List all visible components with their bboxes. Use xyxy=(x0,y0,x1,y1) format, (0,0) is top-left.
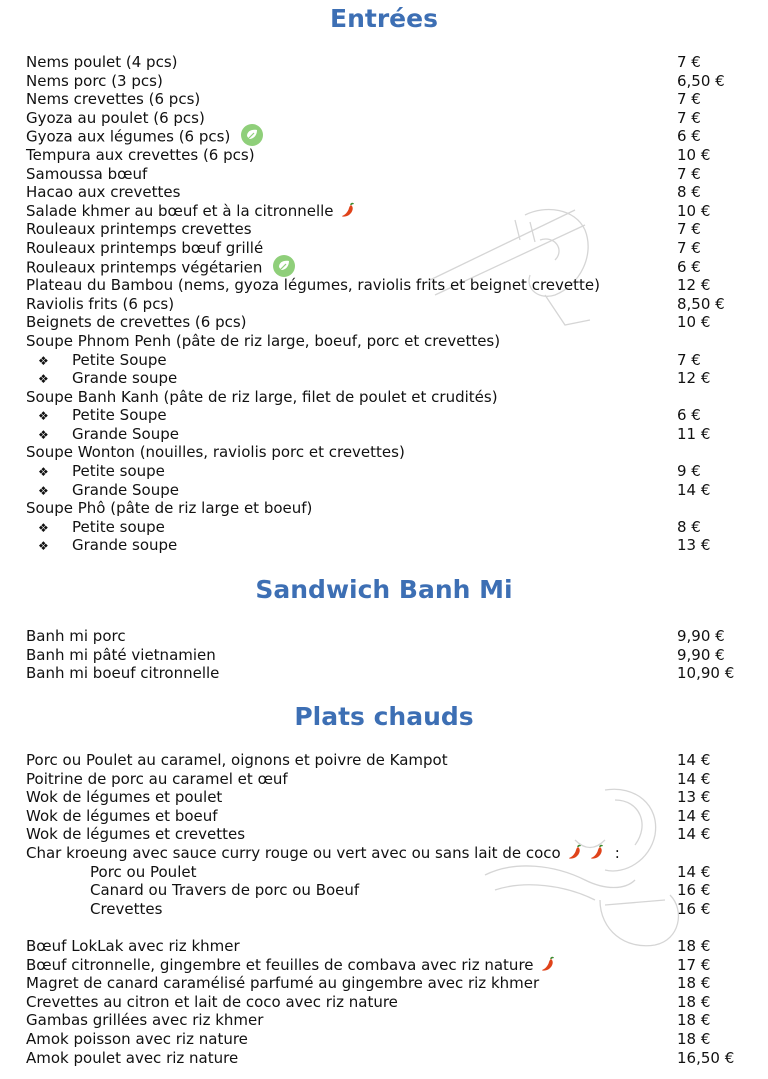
menu-item-label: Wok de légumes et boeuf xyxy=(26,806,218,825)
menu-item-price: 8 € xyxy=(677,517,701,536)
menu-item-price: 7 € xyxy=(677,53,701,71)
section-title-plats-chauds: Plats chauds xyxy=(294,702,474,731)
menu-item-price: 6,50 € xyxy=(677,71,725,90)
menu-item-price: 10 € xyxy=(677,313,711,332)
menu-item-price: 11 € xyxy=(677,424,711,443)
menu-item-price: 7 € xyxy=(677,220,701,239)
menu-item-price: 8 € xyxy=(677,183,701,202)
menu-item-row xyxy=(0,664,768,683)
menu-item-label: Char kroeung avec sauce curry rouge ou vert avec ou sans lait de coco xyxy=(26,843,561,862)
menu-item-row xyxy=(0,239,768,258)
menu-item-row xyxy=(0,536,768,555)
menu-item-label: Amok poisson avec riz nature xyxy=(26,1029,248,1048)
menu-item-name xyxy=(26,332,500,351)
menu-item-label: Magret de canard caramélisé parfumé au gingembre avec riz khmer xyxy=(26,974,540,993)
menu-item-price: 10,90 € xyxy=(677,664,735,683)
menu-item-name xyxy=(26,937,240,956)
chili-icon xyxy=(540,956,556,972)
menu-item-name xyxy=(26,627,126,646)
menu-item-price: 9,90 € xyxy=(677,627,725,645)
menu-item-label: Poitrine de porc au caramel et œuf xyxy=(26,769,288,788)
menu-item-name xyxy=(38,536,177,556)
menu-item-price: 10 € xyxy=(677,201,711,220)
menu-item-label: Soupe Banh Kanh (pâte de riz large, filet de poulet et crudités) xyxy=(26,387,498,406)
menu-item-name xyxy=(26,956,556,975)
bullet-icon: ❖ xyxy=(38,409,49,424)
menu-item-name xyxy=(26,807,218,826)
menu-item-label: Plateau du Bambou (nems, gyoza légumes, raviolis frits et beignet crevette) xyxy=(26,276,600,295)
bullet-icon: ❖ xyxy=(38,372,49,387)
menu-item-label: Wok de légumes et poulet xyxy=(26,788,223,807)
menu-item-name xyxy=(26,239,263,258)
menu-item-label: Soupe Phnom Penh (pâte de riz large, boeuf, porc et crevettes) xyxy=(26,331,501,350)
menu-item-name xyxy=(38,369,177,389)
menu-item-row xyxy=(0,109,768,128)
menu-item-row xyxy=(0,202,768,221)
menu-item-price: 14 € xyxy=(677,480,711,499)
menu-item-name xyxy=(26,664,219,683)
bullet-icon: ❖ xyxy=(38,353,49,368)
menu-item-price: 14 € xyxy=(677,769,711,788)
menu-item-row xyxy=(0,900,768,919)
menu-item-name xyxy=(90,863,196,882)
menu-item-price: 9,90 € xyxy=(677,645,725,664)
menu-item-row xyxy=(0,146,768,165)
menu-item-label: Wok de légumes et crevettes xyxy=(26,825,246,844)
plats-chauds-list xyxy=(0,751,768,1067)
menu-item-price: 14 € xyxy=(677,825,711,844)
menu-item-price: 16 € xyxy=(677,899,711,918)
menu-item-row xyxy=(0,332,768,351)
menu-item-name xyxy=(38,481,179,501)
menu-item-row xyxy=(0,127,768,146)
menu-item-name xyxy=(26,109,205,128)
bullet-icon: ❖ xyxy=(38,520,49,535)
menu-item-price: 14 € xyxy=(677,806,711,825)
menu-item-label: Nems poulet (4 pcs) xyxy=(26,53,178,71)
menu-item-name xyxy=(26,127,264,147)
menu-item-row xyxy=(0,406,768,425)
vegetarian-icon xyxy=(240,123,264,147)
menu-item-label: Crevettes xyxy=(90,899,163,918)
menu-item-price: 14 € xyxy=(677,751,711,769)
menu-item-row xyxy=(0,443,768,462)
menu-item-name xyxy=(26,825,245,844)
menu-item-name xyxy=(38,351,167,371)
menu-item-row xyxy=(0,313,768,332)
menu-item-row xyxy=(0,956,768,975)
section-title-entrees: Entrées xyxy=(330,4,438,33)
menu-item-label: Rouleaux printemps bœuf grillé xyxy=(26,238,264,257)
menu-item-label: Bœuf citronnelle, gingembre et feuilles de combava avec riz nature xyxy=(26,955,534,974)
chili-icon xyxy=(567,844,583,860)
menu-item-label: Petite Soupe xyxy=(72,350,167,369)
menu-item-name xyxy=(38,406,167,426)
menu-item-name xyxy=(26,751,448,770)
sandwich-list xyxy=(0,627,768,683)
menu-item-row xyxy=(0,351,768,370)
menu-item-row xyxy=(0,918,768,937)
menu-item-row xyxy=(0,993,768,1012)
menu-item-price: 6 € xyxy=(677,127,701,146)
menu-item-label: Petite soupe xyxy=(72,517,165,536)
chili-icon xyxy=(589,844,605,860)
menu-item-row xyxy=(0,788,768,807)
menu-item-row xyxy=(0,881,768,900)
menu-item-label: Soupe Wonton (nouilles, raviolis porc et crevettes) xyxy=(26,443,405,462)
menu-item-row xyxy=(0,863,768,882)
menu-item-row xyxy=(0,844,768,863)
menu-item-name xyxy=(38,518,165,538)
menu-item-label: Banh mi pâté vietnamien xyxy=(26,645,216,664)
menu-item-label: Banh mi boeuf citronnelle xyxy=(26,664,220,683)
menu-item-label: Gyoza au poulet (6 pcs) xyxy=(26,108,205,127)
menu-item-label: Gyoza aux légumes (6 pcs) xyxy=(26,127,231,146)
menu-item-price: 7 € xyxy=(677,164,701,183)
menu-item-name xyxy=(26,1030,248,1049)
menu-item-price: 18 € xyxy=(677,1029,711,1048)
menu-item-label: Bœuf LokLak avec riz khmer xyxy=(26,936,240,955)
menu-item-row xyxy=(0,518,768,537)
menu-item-price: 14 € xyxy=(677,862,711,881)
menu-item-name xyxy=(26,165,147,184)
menu-item-row xyxy=(0,220,768,239)
menu-item-row xyxy=(0,165,768,184)
menu-item-label: Grande soupe xyxy=(72,369,178,388)
menu-item-row xyxy=(0,825,768,844)
menu-item-row xyxy=(0,388,768,407)
menu-item-label: Canard ou Travers de porc ou Boeuf xyxy=(90,881,360,900)
bullet-icon: ❖ xyxy=(38,483,49,498)
menu-item-row xyxy=(0,1049,768,1068)
menu-item-row xyxy=(0,627,768,646)
menu-item-name xyxy=(26,90,200,109)
menu-item-label: Rouleaux printemps crevettes xyxy=(26,220,252,239)
menu-item-row xyxy=(0,937,768,956)
menu-item-row xyxy=(0,53,768,72)
chili-icon xyxy=(340,202,356,218)
menu-item-label: Tempura aux crevettes (6 pcs) xyxy=(26,145,255,164)
menu-item-name xyxy=(26,770,288,789)
menu-item-row xyxy=(0,90,768,109)
menu-item-row xyxy=(0,1011,768,1030)
menu-item-label: Nems crevettes (6 pcs) xyxy=(26,90,201,109)
menu-item-name xyxy=(26,646,216,665)
bullet-icon: ❖ xyxy=(38,539,49,554)
menu-item-name xyxy=(26,183,180,202)
menu-item-row xyxy=(0,258,768,277)
menu-item-row xyxy=(0,770,768,789)
menu-item-label: Soupe Phô (pâte de riz large et boeuf) xyxy=(26,499,313,518)
menu-item-name xyxy=(26,202,356,221)
menu-item-row xyxy=(0,751,768,770)
menu-item-row xyxy=(0,369,768,388)
menu-item-name xyxy=(26,313,247,332)
menu-item-row xyxy=(0,499,768,518)
menu-item-row xyxy=(0,183,768,202)
menu-item-price: 7 € xyxy=(677,108,701,127)
menu-item-label: Grande soupe xyxy=(72,536,178,555)
menu-item-name xyxy=(90,900,162,919)
menu-item-name xyxy=(38,462,165,482)
menu-item-price: 7 € xyxy=(677,350,701,369)
menu-item-price: 18 € xyxy=(677,992,711,1011)
menu-item-row xyxy=(0,425,768,444)
menu-item-name xyxy=(26,844,620,863)
menu-item-price: 13 € xyxy=(677,536,711,555)
menu-item-label: Nems porc (3 pcs) xyxy=(26,71,163,90)
menu-item-price: 18 € xyxy=(677,1011,711,1030)
menu-item-name xyxy=(26,146,255,165)
menu-item-label: Banh mi porc xyxy=(26,627,126,645)
menu-item-name xyxy=(26,499,312,518)
menu-item-label: Petite soupe xyxy=(72,462,165,481)
menu-item-name xyxy=(26,276,600,295)
menu-item-suffix: : xyxy=(614,843,620,862)
menu-item-name xyxy=(26,993,398,1012)
menu-item-price: 16 € xyxy=(677,881,711,900)
menu-item-label: Samoussa bœuf xyxy=(26,164,148,183)
menu-item-name xyxy=(38,425,179,445)
menu-item-price: 8,50 € xyxy=(677,294,725,313)
menu-item-price: 17 € xyxy=(677,955,711,974)
bullet-icon: ❖ xyxy=(38,465,49,480)
menu-item-label: Porc ou Poulet xyxy=(90,862,197,881)
menu-item-row xyxy=(0,276,768,295)
menu-item-label: Amok poulet avec riz nature xyxy=(26,1048,239,1067)
menu-item-name xyxy=(26,788,222,807)
menu-item-price: 16,50 € xyxy=(677,1048,735,1067)
menu-item-name xyxy=(26,53,178,72)
menu-item-label: Beignets de crevettes (6 pcs) xyxy=(26,313,247,332)
menu-item-price: 7 € xyxy=(677,90,701,109)
menu-item-row xyxy=(0,1030,768,1049)
section-title-sandwich: Sandwich Banh Mi xyxy=(255,575,513,604)
menu-item-name xyxy=(90,881,359,900)
menu-item-label: Salade khmer au bœuf et à la citronnelle xyxy=(26,201,334,220)
menu-item-label: Grande Soupe xyxy=(72,424,179,443)
menu-item-row xyxy=(0,295,768,314)
menu-item-row xyxy=(0,646,768,665)
menu-item-name xyxy=(26,443,405,462)
menu-item-name xyxy=(26,72,163,91)
menu-item-label: Crevettes au citron et lait de coco avec riz nature xyxy=(26,992,398,1011)
menu-item-name xyxy=(26,1049,238,1068)
menu-item-price: 9 € xyxy=(677,462,701,481)
menu-item-price: 13 € xyxy=(677,788,711,807)
menu-item-price: 6 € xyxy=(677,406,701,425)
vegetarian-icon xyxy=(272,254,296,278)
menu-item-price: 18 € xyxy=(677,936,711,955)
menu-item-label: Hacao aux crevettes xyxy=(26,183,181,202)
menu-item-row xyxy=(0,481,768,500)
menu-item-price: 18 € xyxy=(677,974,711,993)
menu-item-name xyxy=(26,974,539,993)
menu-item-label: Raviolis frits (6 pcs) xyxy=(26,294,175,313)
menu-item-price: 6 € xyxy=(677,257,701,276)
entrees-list xyxy=(0,53,768,555)
menu-item-label: Grande Soupe xyxy=(72,480,179,499)
bullet-icon: ❖ xyxy=(38,427,49,442)
menu-item-name xyxy=(26,295,174,314)
menu-item-row xyxy=(0,807,768,826)
menu-item-price: 12 € xyxy=(677,276,711,295)
menu-item-name xyxy=(26,1011,263,1030)
menu-item-label: Rouleaux printemps végétarien xyxy=(26,258,263,277)
menu-item-price: 10 € xyxy=(677,145,711,164)
menu-item-row xyxy=(0,72,768,91)
menu-item-label: Porc ou Poulet au caramel, oignons et poivre de Kampot xyxy=(26,751,448,769)
menu-item-label: Gambas grillées avec riz khmer xyxy=(26,1011,264,1030)
menu-item-name xyxy=(26,388,498,407)
menu-item-price: 7 € xyxy=(677,238,701,257)
menu-item-name xyxy=(26,220,252,239)
menu-item-label: Petite Soupe xyxy=(72,406,167,425)
menu-item-name xyxy=(26,258,296,278)
menu-item-price: 12 € xyxy=(677,369,711,388)
menu-item-row xyxy=(0,974,768,993)
menu-item-row xyxy=(0,462,768,481)
